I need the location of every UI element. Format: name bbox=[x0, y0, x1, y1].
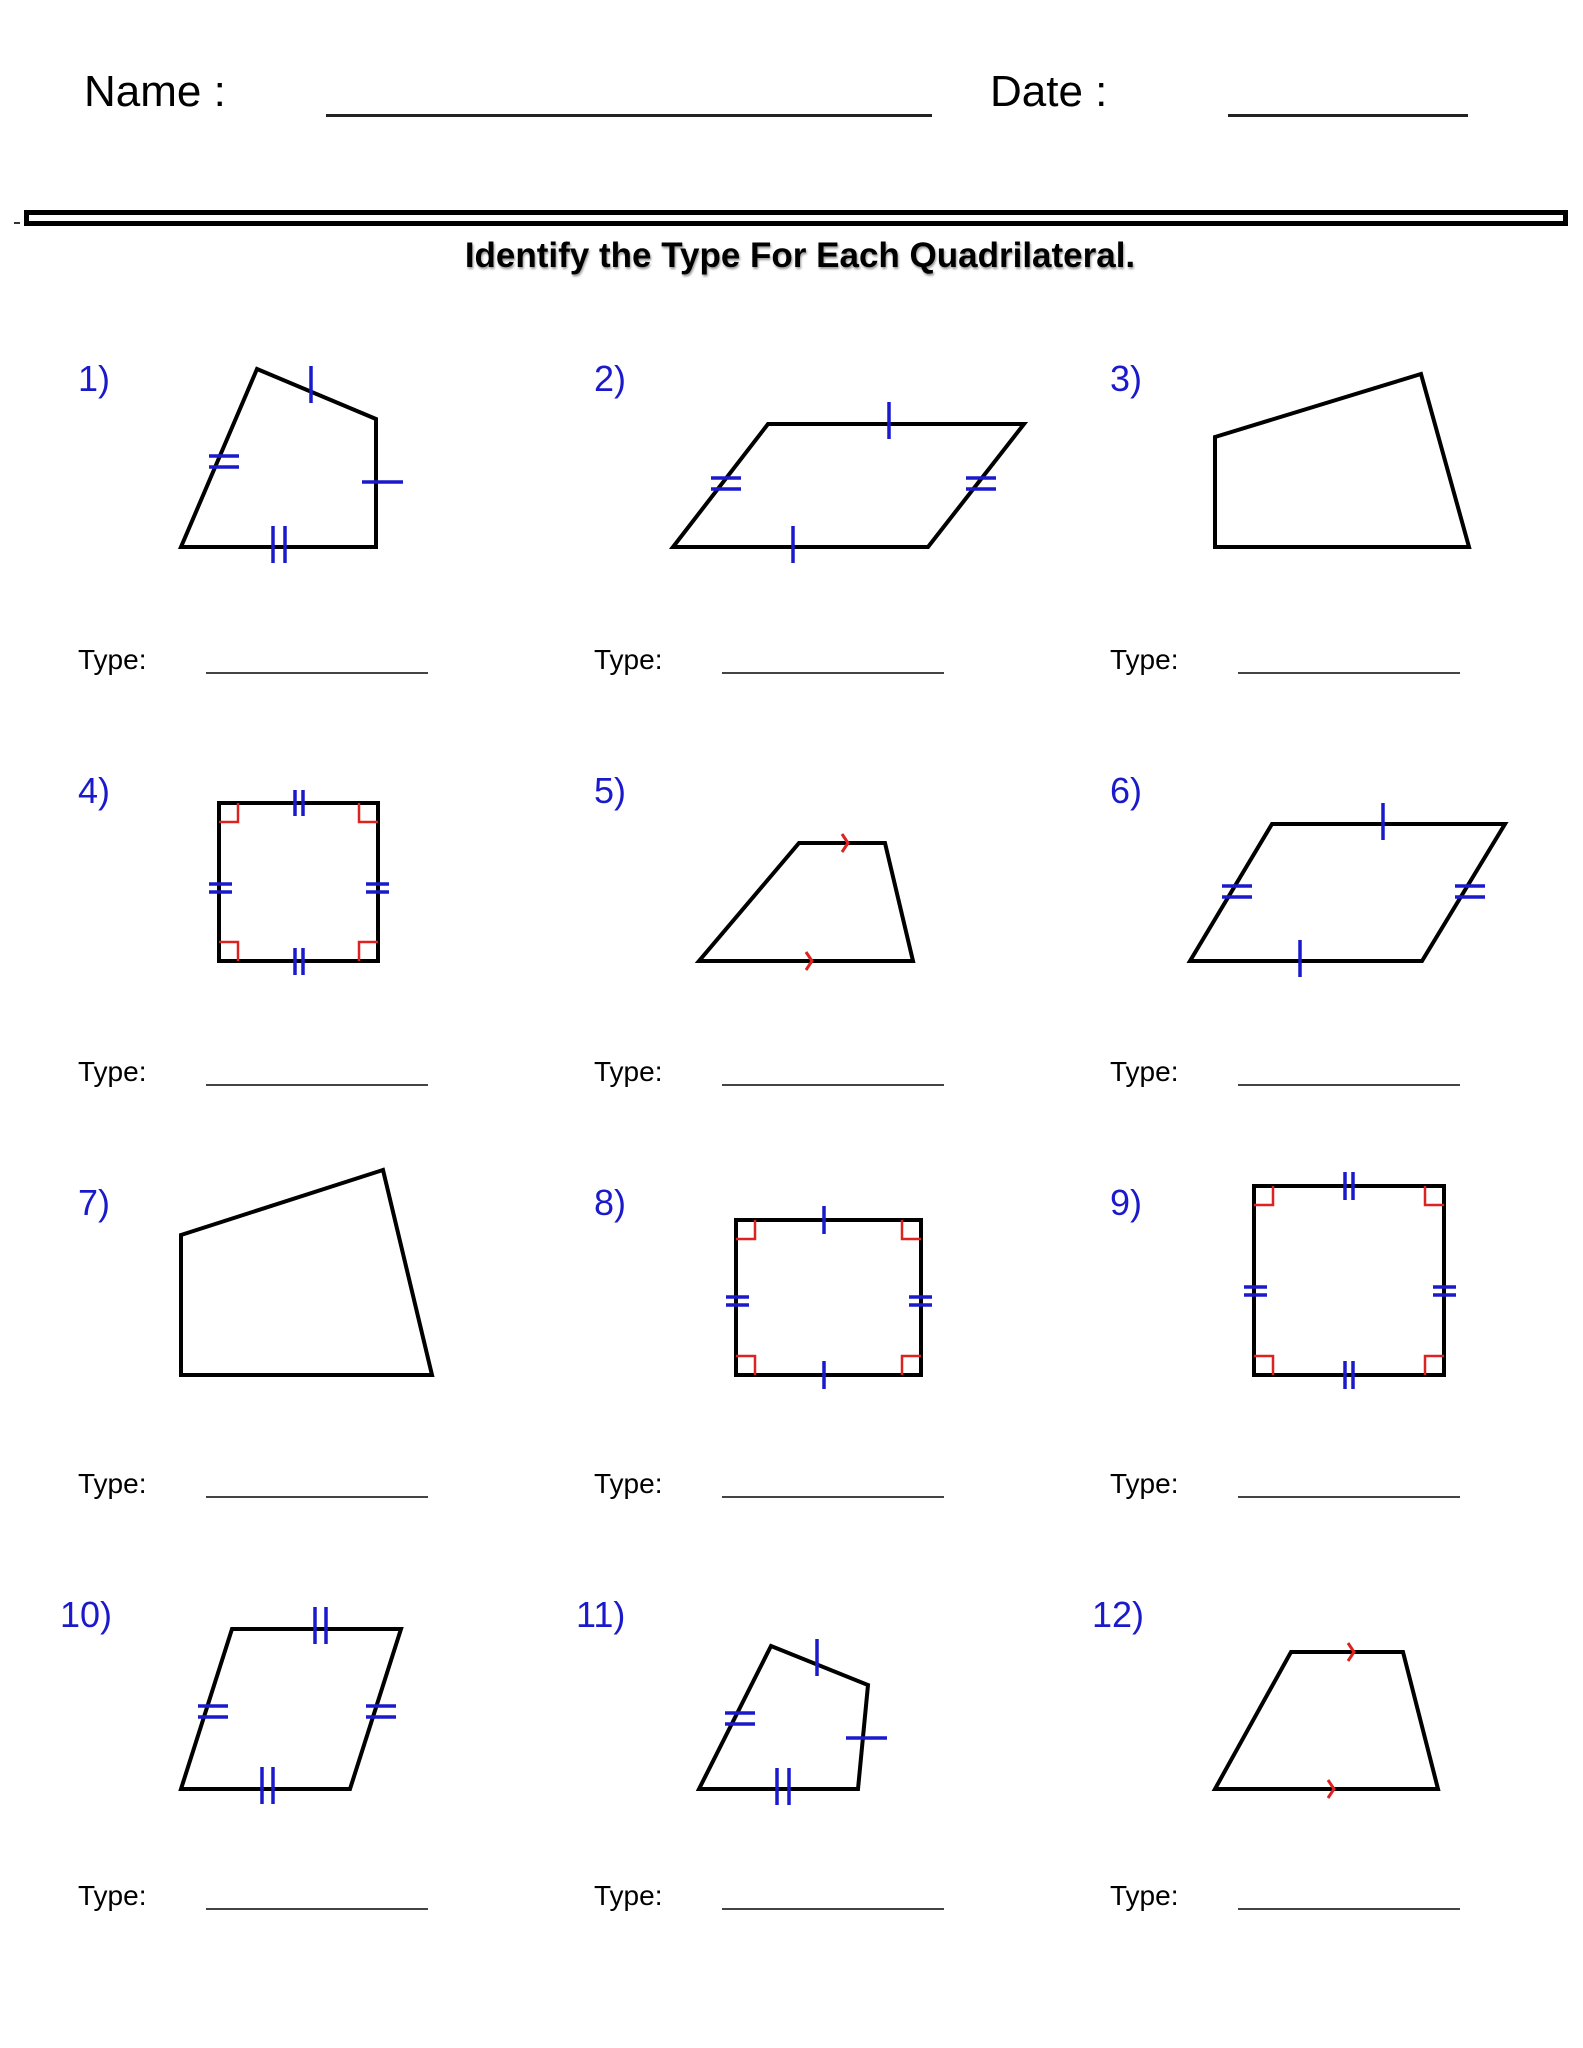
type-label: Type: bbox=[1110, 644, 1179, 675]
type-label: Type: bbox=[594, 1056, 663, 1087]
type-label: Type: bbox=[1110, 1056, 1179, 1087]
figure-kite bbox=[699, 1639, 887, 1805]
problem-number: 5) bbox=[594, 770, 627, 811]
date-label: Date : bbox=[990, 67, 1108, 116]
figure-trapezoid bbox=[699, 834, 913, 970]
figure-rectangle bbox=[726, 1206, 932, 1389]
figure-rhombus bbox=[181, 1607, 401, 1804]
problem-number: 11) bbox=[576, 1594, 626, 1635]
type-label: Type: bbox=[78, 644, 147, 675]
figure-parallelogram bbox=[673, 402, 1024, 563]
type-label: Type: bbox=[78, 1880, 147, 1911]
problem-number: 1) bbox=[78, 358, 111, 399]
type-label: Type: bbox=[594, 644, 663, 675]
type-label: Type: bbox=[594, 1468, 663, 1499]
problem-number: 12) bbox=[1092, 1594, 1145, 1635]
problem-number: 7) bbox=[78, 1182, 111, 1223]
type-label: Type: bbox=[1110, 1880, 1179, 1911]
figure-square bbox=[1244, 1172, 1456, 1389]
figure-parallelogram bbox=[1190, 803, 1505, 977]
problem-number: 9) bbox=[1110, 1182, 1143, 1223]
problem-number: 8) bbox=[594, 1182, 627, 1223]
problem-number: 2) bbox=[594, 358, 627, 399]
problem-number: 3) bbox=[1110, 358, 1143, 399]
name-label: Name : bbox=[84, 67, 226, 116]
type-label: Type: bbox=[1110, 1468, 1179, 1499]
problem-number: 6) bbox=[1110, 770, 1143, 811]
figure-kite bbox=[181, 366, 403, 563]
problem-number: 4) bbox=[78, 770, 111, 811]
type-label: Type: bbox=[594, 1880, 663, 1911]
instructions-heading: Identify the Type For Each Quadrilateral. bbox=[464, 236, 1136, 275]
figure-irregular-quadrilateral bbox=[181, 1170, 432, 1375]
figure-square bbox=[209, 790, 389, 975]
type-label: Type: bbox=[78, 1468, 147, 1499]
problem-number: 10) bbox=[60, 1594, 113, 1635]
figure-irregular-quadrilateral bbox=[1215, 374, 1469, 547]
type-label: Type: bbox=[78, 1056, 147, 1087]
figure-trapezoid bbox=[1215, 1643, 1438, 1798]
